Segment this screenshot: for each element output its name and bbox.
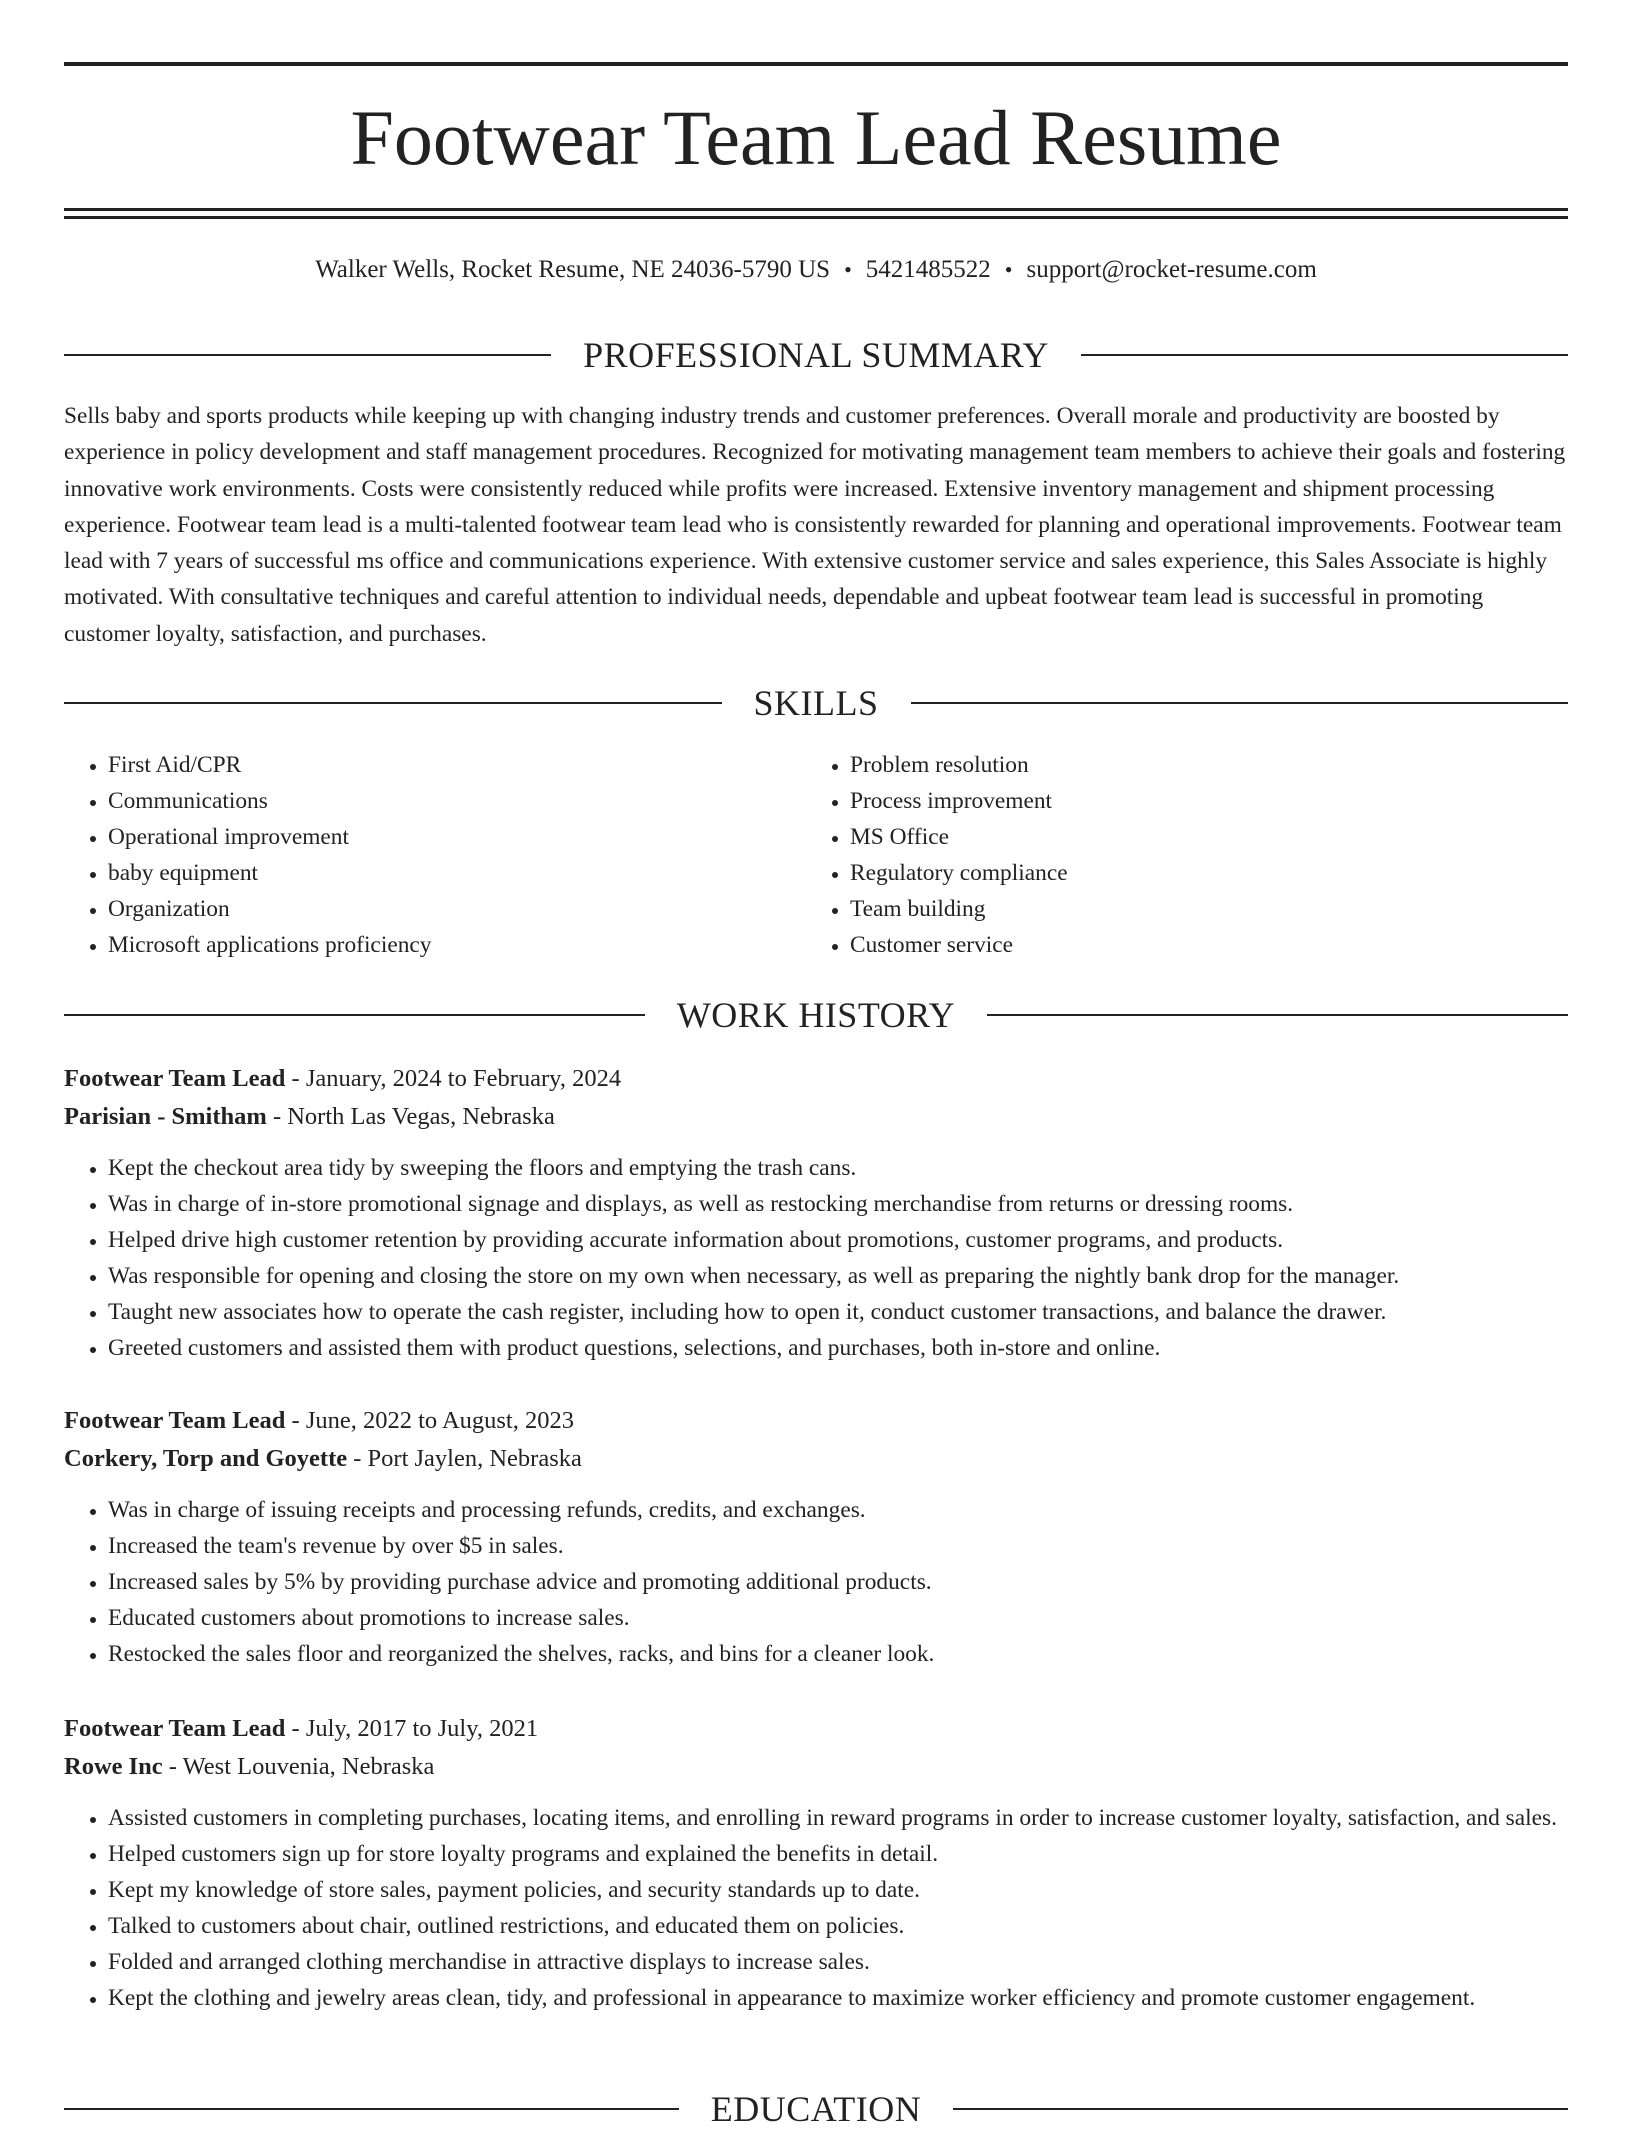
work-history-heading-text: WORK HISTORY: [676, 995, 956, 1035]
contact-separator: •: [844, 257, 852, 282]
skill-item: • baby equipment: [108, 855, 806, 891]
job-bullet: • Kept the checkout area tidy by sweeping the floors and emptying the trash cans.: [108, 1150, 1568, 1186]
skill-item: • Communications: [108, 783, 806, 819]
skill-item: • Organization: [108, 891, 806, 927]
resume-title: Footwear Team Lead Resume: [350, 94, 1282, 181]
job-dates: July, 2017 to July, 2021: [305, 1715, 539, 1742]
contact-line: [64, 252, 1568, 288]
heading-rule-right: [953, 2108, 1568, 2110]
contact-email: support@rocket-resume.com: [1026, 256, 1317, 283]
skills-columns: [64, 747, 1568, 963]
heading-rule-left: [64, 1014, 645, 1016]
education-heading-text: EDUCATION: [710, 2089, 922, 2129]
job-entry: [64, 1402, 1568, 1672]
job-title-line: Footwear Team Lead - January, 2024 to February, 2024: [64, 1065, 622, 1092]
job-bullet: • Kept my knowledge of store sales, payment policies, and security standards up to date.: [108, 1872, 1568, 1908]
heading-rule-left: [64, 354, 551, 356]
job-bullet: • Kept the clothing and jewelry areas clean, tidy, and professional in appearance to maximize worker efficiency and promote customer engagement.: [108, 1980, 1568, 2016]
skills-heading: [64, 681, 1568, 725]
education-heading: [64, 2087, 1568, 2131]
heading-rule-right: [1081, 354, 1568, 356]
job-dates: January, 2024 to February, 2024: [305, 1065, 622, 1092]
work-history-heading: [64, 993, 1568, 1037]
summary-heading: [64, 333, 1568, 377]
job-dates: June, 2022 to August, 2023: [305, 1407, 574, 1434]
job-entry: [64, 1710, 1568, 2016]
job-bullet: • Helped drive high customer retention by providing accurate information about promotions, customer programs, and products.: [108, 1222, 1568, 1258]
skill-item: • Customer service: [850, 927, 1548, 963]
job-company-line: Parisian - Smitham - North Las Vegas, Nebraska: [64, 1103, 555, 1130]
job-company-line: Corkery, Torp and Goyette - Port Jaylen, Nebraska: [64, 1445, 582, 1472]
job-title: Footwear Team Lead: [64, 1065, 286, 1092]
skills-list-right: [806, 747, 1548, 963]
job-location: North Las Vegas, Nebraska: [287, 1103, 555, 1130]
summary-paragraph: Sells baby and sports products while keeping up with changing industry trends and customer preferences. Overall morale and productivity are boosted by experience in policy development and staff management procedures. Recognized for motivating management team members to achieve their goals and fostering innovative work environments. Costs were consistently reduced while profits were increased. Extensive inventory management and shipment processing experience. Footwear team lead is a multi-talented footwear team lead who is consistently rewarded for planning and operational improvements. Footwear team lead with 7 years of successful ms office and communications experience. With extensive customer service and sales experience, this Sales Associate is highly motivated. With consultative techniques and careful attention to individual needs, dependable and upbeat footwear team lead is successful in promoting customer loyalty, satisfaction, and purchases.: [64, 403, 1566, 647]
job-bullet: • Increased sales by 5% by providing purchase advice and promoting additional products.: [108, 1564, 1568, 1600]
heading-rule-right: [987, 1014, 1568, 1016]
skill-item: • First Aid/CPR: [108, 747, 806, 783]
job-company: Rowe Inc: [64, 1753, 163, 1780]
job-title: Footwear Team Lead: [64, 1715, 286, 1742]
skill-item: • MS Office: [850, 819, 1548, 855]
summary-heading-text: PROFESSIONAL SUMMARY: [583, 335, 1049, 375]
job-bullet: • Taught new associates how to operate the cash register, including how to open it, conduct customer transactions, and balance the drawer.: [108, 1294, 1568, 1330]
skill-item: • Regulatory compliance: [850, 855, 1548, 891]
skills-list-left: [64, 747, 806, 963]
skill-item: • Microsoft applications proficiency: [108, 927, 806, 963]
contact-separator: •: [1004, 257, 1013, 282]
title-double-rule: [64, 208, 1568, 219]
heading-rule-right: [911, 702, 1569, 704]
job-bullet: • Restocked the sales floor and reorganized the shelves, racks, and bins for a cleaner look.: [108, 1636, 1568, 1672]
job-title-line: Footwear Team Lead - July, 2017 to July, 2021: [64, 1715, 539, 1742]
job-bullets: [64, 1492, 1568, 1672]
job-bullet: • Was responsible for opening and closing the store on my own when necessary, as well as preparing the nightly bank drop for the manager.: [108, 1258, 1568, 1294]
job-bullet: • Helped customers sign up for store loyalty programs and explained the benefits in detail.: [108, 1836, 1568, 1872]
job-title: Footwear Team Lead: [64, 1407, 286, 1434]
job-company: Parisian - Smitham: [64, 1103, 267, 1130]
job-title-line: Footwear Team Lead - June, 2022 to August, 2023: [64, 1407, 574, 1434]
top-rule: [64, 62, 1568, 66]
skill-item: • Problem resolution: [850, 747, 1548, 783]
job-bullet: • Greeted customers and assisted them with product questions, selections, and purchases, both in-store and online.: [108, 1330, 1568, 1366]
job-bullet: • Increased the team's revenue by over $5 in sales.: [108, 1528, 1568, 1564]
skill-item: • Operational improvement: [108, 819, 806, 855]
job-bullet: • Educated customers about promotions to increase sales.: [108, 1600, 1568, 1636]
skills-heading-text: SKILLS: [753, 683, 879, 723]
job-bullet: • Was in charge of issuing receipts and processing refunds, credits, and exchanges.: [108, 1492, 1568, 1528]
contact-address: Walker Wells, Rocket Resume, NE 24036-5790 US: [315, 256, 831, 283]
job-bullets: [64, 1800, 1568, 2016]
job-bullet: • Folded and arranged clothing merchandise in attractive displays to increase sales.: [108, 1944, 1568, 1980]
heading-rule-left: [64, 2108, 679, 2110]
skill-item: • Process improvement: [850, 783, 1548, 819]
heading-rule-left: [64, 702, 722, 704]
job-location: Port Jaylen, Nebraska: [367, 1445, 582, 1472]
contact-phone: 5421485522: [865, 256, 991, 283]
job-company-line: Rowe Inc - West Louvenia, Nebraska: [64, 1753, 435, 1780]
job-bullet: • Was in charge of in-store promotional signage and displays, as well as restocking merchandise from returns or dressing rooms.: [108, 1186, 1568, 1222]
job-company: Corkery, Torp and Goyette: [64, 1445, 348, 1472]
job-location: West Louvenia, Nebraska: [182, 1753, 435, 1780]
job-bullets: [64, 1150, 1568, 1366]
job-entry: [64, 1060, 1568, 1366]
job-bullet: • Assisted customers in completing purchases, locating items, and enrolling in reward programs in order to increase customer loyalty, satisfaction, and sales.: [108, 1800, 1568, 1836]
job-bullet: • Talked to customers about chair, outlined restrictions, and educated them on policies.: [108, 1908, 1568, 1944]
skill-item: • Team building: [850, 891, 1548, 927]
